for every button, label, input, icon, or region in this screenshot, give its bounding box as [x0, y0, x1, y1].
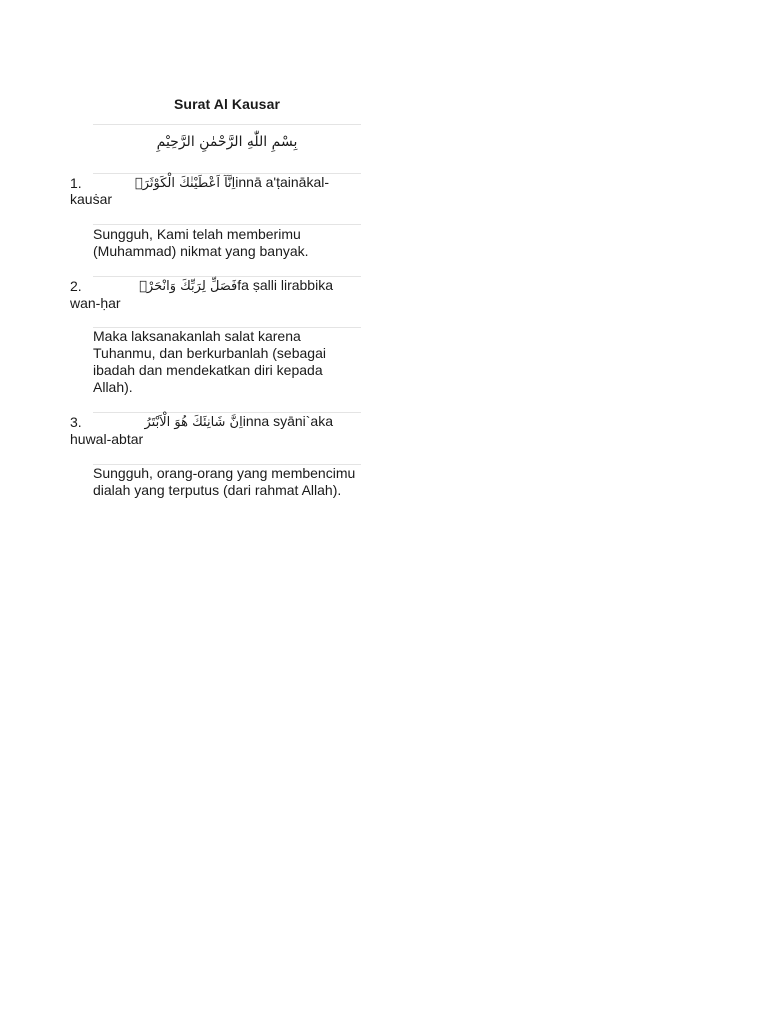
verse-arabic: اِنَّ شَانِئَكَ هُوَ الْاَبْتَرُ — [144, 415, 243, 430]
verse-line — [93, 277, 333, 294]
verse-transliteration-end: kauṡar — [70, 191, 113, 207]
verse-translation: Maka laksanakanlah salat karena Tuhanmu, dan berkurbanlah (sebagai ibadah dan mendekatkan diri kepada Allah). — [93, 328, 326, 395]
page-title: Surat Al Kausar — [173, 96, 280, 112]
verse-transliteration: inna syāni`aka — [242, 413, 333, 429]
verse-transliteration: fa ṣalli lirabbika — [237, 277, 333, 293]
verse-number: 2. — [70, 278, 82, 294]
verse-line — [93, 174, 329, 191]
verse-number: 1. — [70, 175, 82, 191]
verse-arabic: فَصَلِّ لِرَبِّكَ وَانْحَرْۗ — [139, 279, 238, 294]
verse-line — [93, 413, 333, 430]
verse-arabic: اِنَّآ اَعْطَيْنٰكَ الْكَوْثَرَۗ — [134, 176, 236, 191]
divider — [93, 124, 361, 125]
basmala: بِسْمِ اللّٰهِ الرَّحْمٰنِ الرَّحِيْمِ — [156, 134, 298, 150]
verse-translation: Sungguh, Kami telah memberimu (Muhammad) nikmat yang banyak. — [93, 226, 309, 259]
verse-transliteration: innā a'ṭainākal- — [235, 174, 329, 190]
verse-number: 3. — [70, 414, 82, 430]
verse-transliteration-end: wan-ḥar — [70, 295, 121, 311]
verse-translation: Sungguh, orang-orang yang membencimu dialah yang terputus (dari rahmat Allah). — [93, 465, 356, 498]
verse-transliteration-end: huwal-abtar — [70, 431, 144, 447]
divider — [93, 224, 361, 225]
